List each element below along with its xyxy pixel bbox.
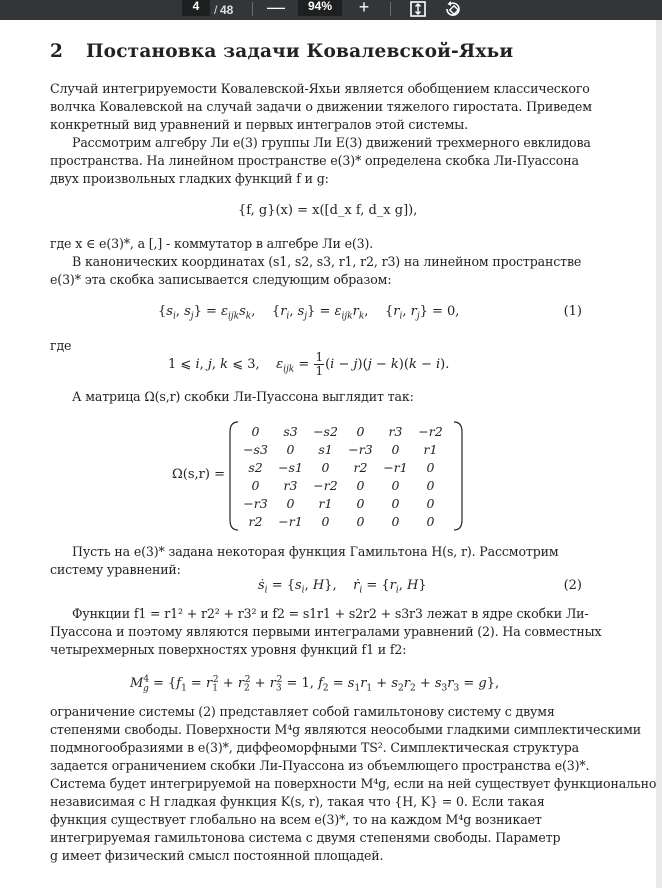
matrix-cell: r2: [353, 459, 368, 475]
matrix-cell: 0: [321, 513, 330, 529]
zoom-in-button[interactable]: +: [358, 0, 370, 17]
paragraph-line: Пуассона и поэтому являются первыми интегралами уравнений (2). На совместных: [50, 624, 602, 639]
paragraph-line: g имеет физический смысл постоянной площадей.: [50, 848, 384, 863]
pdf-toolbar: [0, 0, 662, 20]
matrix-cell: 0: [356, 423, 365, 439]
matrix-cell: −r2: [418, 423, 443, 439]
where-label: где: [50, 338, 72, 353]
poisson-matrix: [172, 420, 462, 532]
matrix-cell: r1: [423, 441, 438, 457]
matrix-cell: 0: [426, 495, 435, 511]
equation-2-number: (2): [563, 578, 582, 593]
matrix-cell: 0: [426, 477, 435, 493]
paragraph-line: задается ограничением скобки Ли-Пуассона из объемлющего пространства e(3)*.: [50, 758, 590, 773]
paragraph-line: интегрируемая гамильтонова система с двумя степенями свободы. Параметр: [50, 830, 561, 845]
matrix-cell: r1: [318, 495, 333, 511]
matrix-label: Ω(s,r) =: [172, 467, 225, 482]
toolbar-divider: [390, 2, 391, 16]
toolbar-divider: [252, 2, 253, 16]
paragraph-line: где x ∈ e(3)*, а [,] - коммутатор в алгебре Ли e(3).: [50, 236, 374, 251]
matrix-cell: 0: [286, 441, 295, 457]
paragraph-line: В канонических координатах (s1, s2, s3, r1, r2, r3) на линейном пространстве: [72, 254, 582, 269]
page-number-input[interactable]: 4: [182, 0, 210, 16]
matrix-entries: [238, 422, 448, 530]
matrix-cell: r3: [283, 477, 298, 493]
matrix-row: [238, 476, 448, 494]
matrix-cell: 0: [251, 423, 260, 439]
matrix-cell: −r1: [383, 459, 408, 475]
paragraph-line: Система будет интегрируемой на поверхности M⁴g, если на ней существует функционально: [50, 776, 657, 791]
paragraph-line: волчка Ковалевской на случай задачи о движении тяжелого гиростата. Приведем: [50, 99, 592, 114]
section-title: Постановка задачи Ковалевской-Яхьи: [86, 41, 514, 62]
matrix-cell: s3: [283, 423, 298, 439]
paragraph-line: Случай интегрируемости Ковалевской-Яхьи является обобщением классического: [50, 81, 590, 96]
matrix-cell: 0: [426, 459, 435, 475]
matrix-cell: r2: [248, 513, 263, 529]
matrix-cell: 0: [391, 441, 400, 457]
matrix-cell: 0: [251, 477, 260, 493]
paragraph-line: независимая с H гладкая функция K(s, r), такая что {H, K} = 0. Если такая: [50, 794, 545, 809]
zoom-out-button[interactable]: —: [267, 0, 285, 17]
matrix-cell: 0: [321, 459, 330, 475]
matrix-row: [238, 422, 448, 440]
page-total: 48: [220, 3, 234, 17]
equation-epsilon: 1 ⩽ i, j, k ⩽ 3, $\varepsilon_{ijk}$ = $\frac{1}{1}$ (i − j)(j − k)(k − i).: [168, 350, 450, 378]
matrix-cell: 0: [356, 495, 365, 511]
paragraph-line: А матрица Ω(s,r) скобки Ли-Пуассона выглядит так:: [72, 389, 414, 404]
paragraph-line: Функции f1 = r1² + r2² + r3² и f2 = s1r1 + s2r2 + s3r3 лежат в ядре скобки Ли-: [72, 606, 589, 621]
matrix-row: [238, 440, 448, 458]
paragraph-line: четырехмерных поверхностях уровня функций f1 и f2:: [50, 642, 407, 657]
matrix-row: [238, 458, 448, 476]
matrix-cell: 0: [391, 513, 400, 529]
matrix-row: [238, 494, 448, 512]
matrix-cell: s1: [318, 441, 333, 457]
paragraph-line: двух произвольных гладких функций f и g:: [50, 171, 329, 186]
matrix-cell: s2: [248, 459, 263, 475]
matrix-row: [238, 512, 448, 530]
equation-1: {$s_i$, $s_j\} = \varepsilon_{ijk}s_k$, {$r_i$, $s_j\} = \varepsilon_{ijk}r_k$, {$r_i$, $r_j\} = 0$,: [158, 304, 460, 322]
matrix-cell: −r3: [348, 441, 373, 457]
matrix-cell: 0: [356, 513, 365, 529]
equation-2: ṡ$_i$ = {$s_i$, H}, ṙ$_i$ = {$r_i$, H}: [258, 578, 427, 596]
equation-lie-poisson-bracket: {f, g}(x) = x([d_x f, d_x g]),: [238, 203, 418, 218]
paragraph-line: e(3)* эта скобка записывается следующим образом:: [50, 272, 392, 287]
paragraph-line: степенями свободы. Поверхности M⁴g являются неособыми гладкими симплектическими: [50, 722, 642, 737]
section-number: 2: [50, 41, 64, 62]
matrix-cell: −r2: [313, 477, 338, 493]
paragraph-line: Рассмотрим алгебру Ли e(3) группы Ли E(3) движений трехмерного евклидова: [72, 135, 591, 150]
matrix-cell: 0: [391, 477, 400, 493]
paragraph-line: конкретный вид уравнений и первых интегралов этой системы.: [50, 117, 468, 132]
matrix-cell: −s1: [278, 459, 303, 475]
paragraph-line: ограничение системы (2) представляет собой гамильтонову систему с двумя: [50, 704, 555, 719]
matrix-cell: 0: [356, 477, 365, 493]
equation-level-surface: $M^4_g = \{f_1 = r_1^2 + r_2^2 + r_3^2 = 1$, $f_2 = s_1r_1 + s_2r_2 + s_3r_3 = g$},: [130, 674, 500, 694]
matrix-cell: −s2: [313, 423, 338, 439]
matrix-cell: −r3: [243, 495, 268, 511]
page-separator: /: [214, 3, 218, 17]
zoom-level-input[interactable]: 94%: [298, 0, 342, 16]
matrix-cell: −r1: [278, 513, 303, 529]
fit-to-page-icon[interactable]: [409, 1, 427, 17]
paragraph-line: Пусть на e(3)* задана некоторая функция Гамильтона H(s, r). Рассмотрим: [72, 544, 559, 559]
matrix-cell: 0: [426, 513, 435, 529]
paragraph-line: подмногообразиями в e(3)*, диффеоморфными TS². Симплектическая структура: [50, 740, 579, 755]
matrix-cell: 0: [286, 495, 295, 511]
section-heading: [50, 41, 513, 62]
paragraph-line: систему уравнений:: [50, 562, 181, 577]
matrix-cell: r3: [388, 423, 403, 439]
equation-1-number: (1): [563, 304, 582, 319]
matrix-cell: 0: [391, 495, 400, 511]
paragraph-line: пространства. На линейном пространстве e(3)* определена скобка Ли-Пуассона: [50, 153, 579, 168]
page-right-edge: [656, 20, 662, 888]
paragraph-line: функция существует глобально на всем e(3)*, то на каждом M⁴g возникает: [50, 812, 542, 827]
rotate-icon[interactable]: [443, 1, 463, 17]
matrix-cell: −s3: [243, 441, 268, 457]
